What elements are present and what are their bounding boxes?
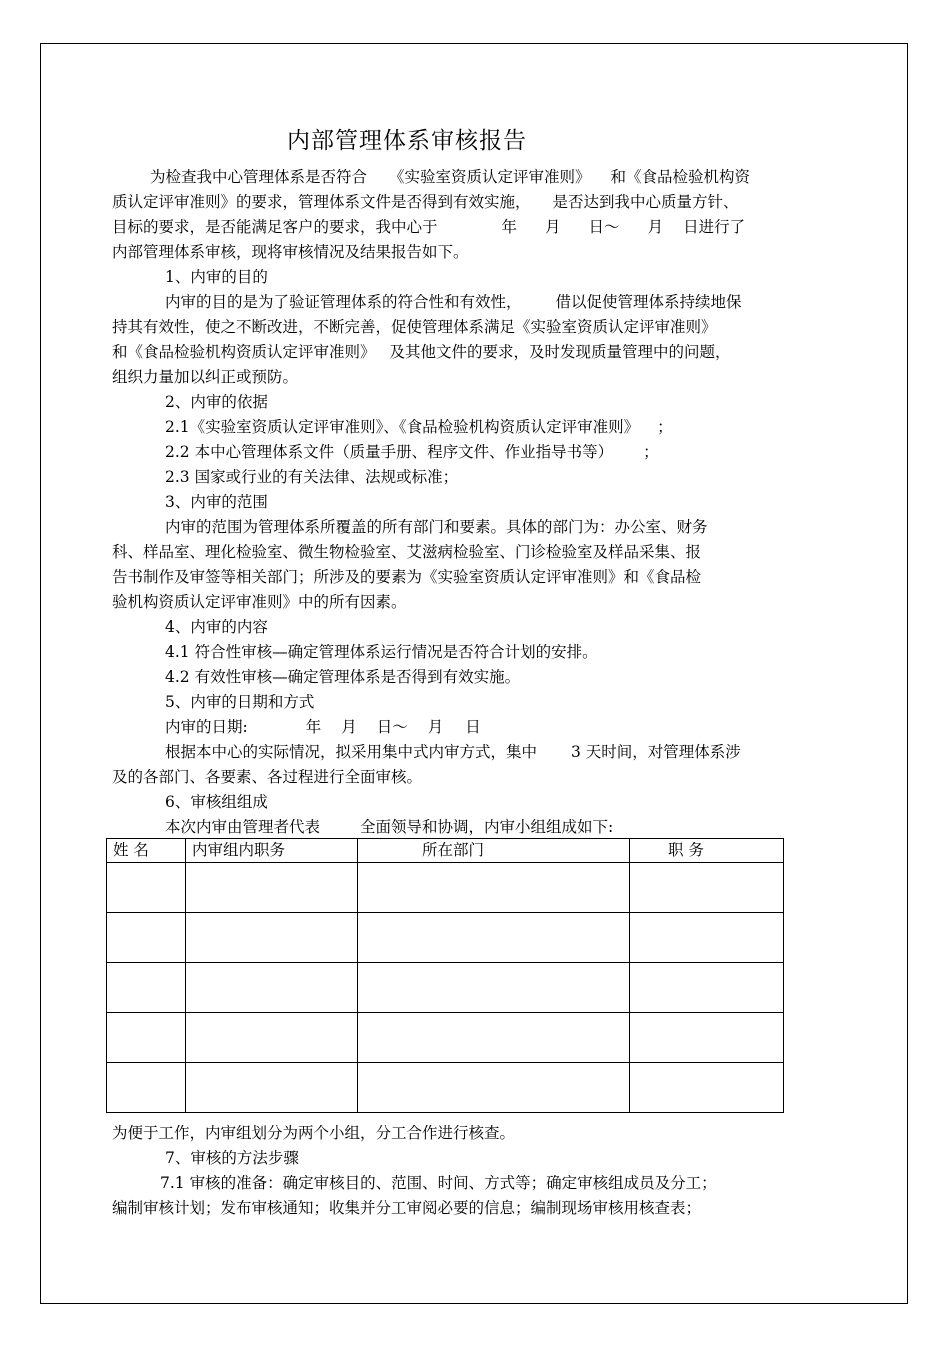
section-3-line-4: 验机构资质认定评审准则》中的所有因素。 [112, 593, 407, 611]
intro-line-2: 质认定评审准则》的要求，管理体系文件是否得到有效实施， 是否达到我中心质量方针、 [112, 193, 739, 211]
section-1-line-2: 持其有效性，使之不断改进，不断完善，促使管理体系满足《实验室资质认定评审准则》 [112, 318, 717, 336]
table-cell[interactable] [107, 963, 186, 1013]
section-5-line-1: 根据本中心的实际情况，拟采用集中式内审方式，集中 3 天时间，对管理体系涉 [165, 743, 741, 761]
table-cell[interactable] [107, 1063, 186, 1113]
audit-date-line: 内审的日期: 年 月 日～ 月 日 [165, 718, 481, 736]
table-cell[interactable] [186, 963, 358, 1013]
section-6-lead: 本次内审由管理者代表 全面领导和协调，内审小组组成如下: [165, 818, 614, 836]
table-cell[interactable] [358, 1063, 630, 1113]
section-3-line-2: 科、样品室、理化检验室、微生物检验室、艾滋病检验室、门诊检验室及样品采集、报 [112, 543, 702, 561]
section-2-item-1: 2.1《实验室资质认定评审准则》、《食品检验机构资质认定评审准则》 ； [165, 418, 673, 436]
table-cell[interactable] [358, 863, 630, 913]
table-cell[interactable] [358, 913, 630, 963]
section-2-item-2: 2.2 本中心管理体系文件（质量手册、程序文件、作业指导书等） ； [165, 443, 659, 461]
table-cell[interactable] [186, 1063, 358, 1113]
audit-team-table [106, 838, 784, 1113]
table-cell[interactable] [107, 1013, 186, 1063]
table-row [107, 963, 784, 1013]
table-cell[interactable] [630, 963, 784, 1013]
section-4-heading: 4、内审的内容 [165, 618, 268, 636]
section-5-line-2: 及的各部门、各要素、各过程进行全面审核。 [112, 768, 423, 786]
table-row [107, 913, 784, 963]
table-cell[interactable] [186, 913, 358, 963]
section-7-line-1: 7.1 审核的准备：确定审核目的、范围、时间、方式等；确定审核组成员及分工； [160, 1174, 717, 1192]
table-row [107, 1013, 784, 1063]
section-1-line-3: 和《食品检验机构资质认定评审准则》 及其他文件的要求，及时发现质量管理中的问题， [112, 343, 731, 361]
section-3-line-3: 告书制作及审签等相关部门；所涉及的要素为《实验室资质认定评审准则》和《食品检 [112, 568, 702, 586]
section-6-heading: 6、审核组组成 [165, 793, 268, 811]
table-row [107, 863, 784, 913]
table-row [107, 1063, 784, 1113]
section-3-heading: 3、内审的范围 [165, 493, 268, 511]
table-cell[interactable] [358, 1013, 630, 1063]
section-3-line-1: 内审的范围为管理体系所覆盖的所有部门和要素。具体的部门为：办公室、财务 [165, 518, 708, 536]
intro-line-3: 目标的要求，是否能满足客户的要求，我中心于 年 月 日～ 月 日进行了 [112, 218, 746, 236]
section-2-item-3: 2.3 国家或行业的有关法律、法规或标准； [165, 468, 459, 486]
section-7-line-2: 编制审核计划；发布审核通知；收集并分工审阅必要的信息；编制现场审核用核查表； [112, 1199, 702, 1217]
table-cell[interactable] [107, 913, 186, 963]
header-department: 所在部门 [358, 839, 630, 863]
section-7-heading: 7、审核的方法步骤 [165, 1149, 299, 1167]
intro-line-4: 内部管理体系审核，现将审核情况及结果报告如下。 [112, 243, 469, 261]
table-cell[interactable] [630, 1013, 784, 1063]
section-6-after-table: 为便于工作，内审组划分为两个小组，分工合作进行核查。 [112, 1124, 516, 1142]
table-cell[interactable] [107, 863, 186, 913]
section-4-item-1: 4.1 符合性审核—确定管理体系运行情况是否符合计划的安排。 [165, 643, 598, 661]
table-cell[interactable] [186, 1013, 358, 1063]
table-cell[interactable] [630, 913, 784, 963]
section-4-item-2: 4.2 有效性审核—确定管理体系是否得到有效实施。 [165, 668, 521, 686]
table-header-row [107, 839, 784, 863]
table-cell[interactable] [630, 863, 784, 913]
section-5-heading: 5、内审的日期和方式 [165, 693, 315, 711]
header-audit-role: 内审组内职务 [186, 839, 358, 863]
section-1-heading: 1、内审的目的 [165, 268, 268, 286]
section-1-line-1: 内审的目的是为了验证管理体系的符合性和有效性， 借以促使管理体系持续地保 [165, 293, 742, 311]
page-title: 内部管理体系审核报告 [287, 128, 527, 154]
intro-line-1: 为检查我中心管理体系是否符合 《实验室资质认定评审准则》 和《食品检验机构资 [150, 168, 751, 186]
table-cell[interactable] [186, 863, 358, 913]
table-cell[interactable] [358, 963, 630, 1013]
header-name: 姓 名 [107, 839, 186, 863]
header-position: 职 务 [630, 839, 784, 863]
section-1-line-4: 组织力量加以纠正或预防。 [112, 368, 299, 386]
table-cell[interactable] [630, 1063, 784, 1113]
section-2-heading: 2、内审的依据 [165, 393, 268, 411]
